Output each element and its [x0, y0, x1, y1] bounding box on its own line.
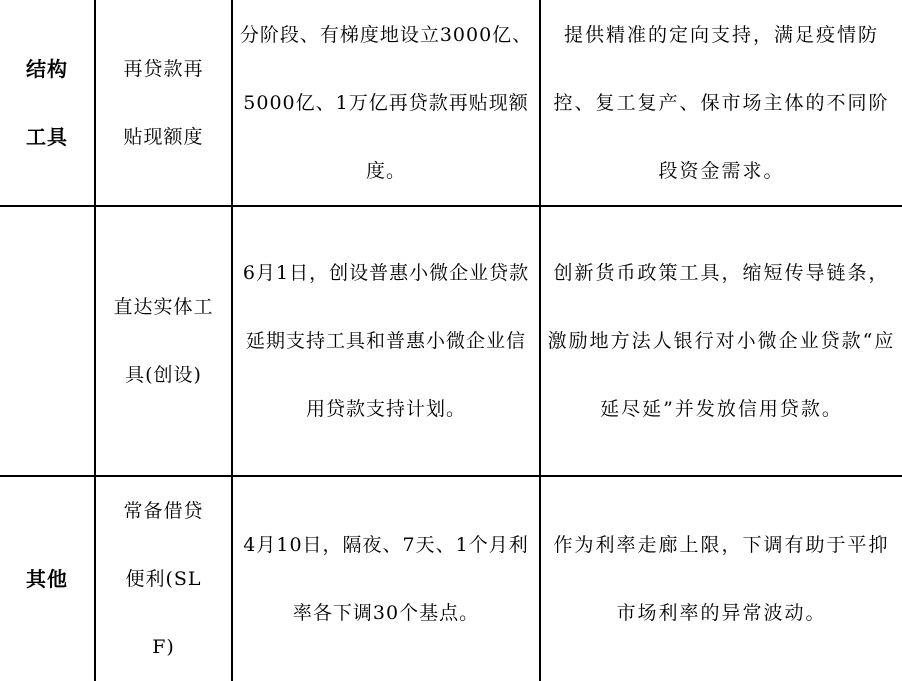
tool-name-cell: [95, 206, 232, 476]
category-text: 结构工具: [26, 56, 68, 149]
action-cell: [232, 206, 540, 476]
table-row: [0, 0, 902, 206]
category-cell: [0, 206, 95, 476]
tool-name: 直达实体工具(创设): [113, 296, 214, 386]
category-cell: [0, 476, 95, 681]
effect-text: 创新货币政策工具，缩短传导链条，激励地方法人银行对小微企业贷款“应延尽延”并发放信用贷款。: [547, 262, 896, 420]
tool-name: 再贷款再贴现额度: [123, 57, 204, 148]
table-row: [0, 206, 902, 476]
action-cell: [232, 476, 540, 681]
category-cell: [0, 0, 95, 206]
effect-cell: [540, 0, 902, 206]
effect-text: 提供精准的定向支持，满足疫情防控、复工复产、保市场主体的不同阶段资金需求。: [553, 23, 890, 182]
tool-name: 常备借贷便利(SLF): [123, 500, 204, 658]
tool-name-cell: [95, 0, 232, 206]
action-text: 分阶段、有梯度地设立3000亿、5000亿、1万亿再贷款再贴现额度。: [239, 23, 533, 182]
tool-name-cell: [95, 476, 232, 681]
effect-cell: [540, 476, 902, 681]
action-cell: [232, 0, 540, 206]
table-row: [0, 476, 902, 681]
category-text: 其他: [26, 567, 68, 591]
action-text: 6月1日，创设普惠小微企业贷款延期支持工具和普惠小微企业信用贷款支持计划。: [242, 262, 530, 420]
action-text: 4月10日，隔夜、7天、1个月利率各下调30个基点。: [243, 534, 529, 624]
effect-text: 作为利率走廊上限，下调有助于平抑市场利率的异常波动。: [553, 534, 890, 624]
effect-cell: [540, 206, 902, 476]
